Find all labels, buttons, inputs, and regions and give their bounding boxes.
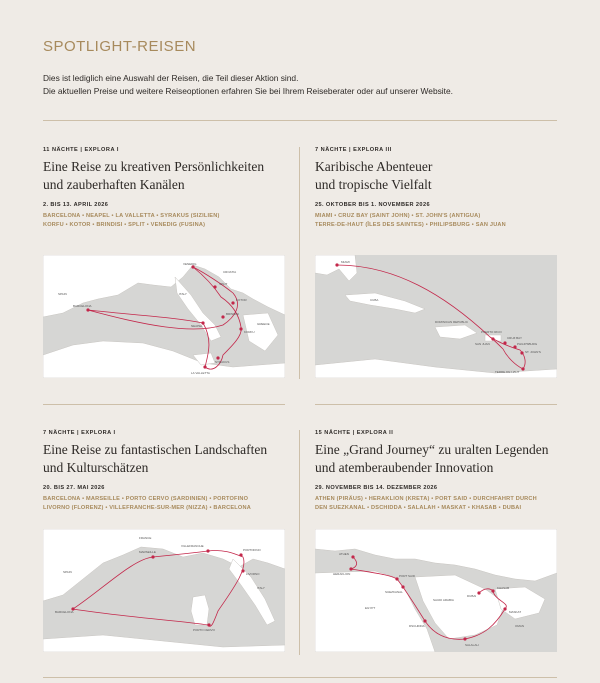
port-marker-heraklion[interactable]	[349, 567, 352, 570]
map-label: GREECE	[257, 322, 270, 326]
trip-ports-line-2: KORFU • KOTOR • BRINDISI • SPLIT • VENEDIG (FUSINA)	[43, 222, 206, 228]
port-marker-brindisi[interactable]	[221, 315, 224, 318]
land-south-america	[315, 359, 557, 378]
map-label: DUBAI	[467, 594, 477, 598]
page-title: SPOTLIGHT-REISEN	[43, 38, 197, 55]
port-marker-terre-de-haut[interactable]	[521, 367, 524, 370]
map-label: SPAIN	[63, 570, 72, 574]
land-corsica-sardinia	[191, 595, 209, 625]
map-label: ATHEN	[339, 552, 349, 556]
map-label: VILLEFRANCHE	[181, 544, 204, 548]
port-marker-suezkanal[interactable]	[401, 585, 404, 588]
trip-kicker: 7 NÄCHTE | EXPLORA III	[315, 147, 392, 153]
map-label: SPAIN	[58, 292, 67, 296]
map-label: LA VALLETTA	[191, 371, 210, 375]
trip-ports-line-2: TERRE-DE-HAUT (ÎLES DES SAINTES) • PHILIPSBURG • SAN JUAN	[315, 222, 506, 228]
port-marker-livorno[interactable]	[241, 569, 244, 572]
map-label: EGYPT	[365, 606, 376, 610]
trip-kicker: 7 NÄCHTE | EXPLORA I	[43, 430, 116, 436]
trip-ports-line-1: MIAMI • CRUZ BAY (SAINT JOHN) • ST. JOHN'S (ANTIGUA)	[315, 213, 481, 219]
port-marker-cruz-bay[interactable]	[503, 341, 506, 344]
intro-line-1: Dies ist lediglich eine Auswahl der Reisen, die Teil dieser Aktion sind.	[43, 73, 299, 83]
map-label: FRANCE	[139, 536, 152, 540]
route-line	[337, 265, 525, 369]
trip-card-4[interactable]	[315, 430, 560, 513]
port-marker-la-valletta[interactable]	[203, 365, 206, 368]
trip-ports	[43, 495, 288, 513]
trip-ports-line-1: BARCELONA • MARSEILLE • PORTO CERVO (SARDINIEN) • PORTOFINO	[43, 496, 249, 502]
trip-title-line-2: und zauberhaften Kanälen	[43, 177, 185, 192]
trip-map-3[interactable]	[43, 529, 285, 652]
port-marker-athen[interactable]	[351, 555, 354, 558]
map-label: TERRE-DE-HAUT	[495, 370, 520, 374]
map-label: PORT SAID	[399, 574, 416, 578]
port-marker-barcelona[interactable]	[86, 308, 89, 311]
trip-map-2[interactable]	[315, 255, 557, 378]
map-label: PORTOFINO	[243, 548, 261, 552]
trip-ports-line-1: ATHEN (PIRÄUS) • HERAKLION (KRETA) • PORT SAID • DURCHFAHRT DURCH	[315, 496, 537, 502]
land-cuba	[345, 293, 425, 313]
map-label: ITALY	[257, 586, 265, 590]
intro-line-2: Die aktuellen Preise und weitere Reiseoptionen erfahren Sie bei Ihrem Reiseberater oder auf unserer Website.	[43, 85, 453, 96]
trip-dates: 20. BIS 27. MAI 2026	[43, 485, 105, 491]
trip-title	[43, 441, 288, 477]
land-italy	[229, 559, 275, 625]
trip-title-line-1: Karibische Abenteuer	[315, 159, 433, 174]
map-label: MARSEILLE	[139, 550, 156, 554]
divider-vertical-1	[299, 147, 300, 379]
trip-ports	[315, 212, 560, 230]
port-marker-st-johns[interactable]	[520, 351, 523, 354]
land-africa	[43, 341, 285, 378]
land-oman	[495, 587, 545, 619]
trip-dates: 25. OKTOBER BIS 1. NOVEMBER 2026	[315, 202, 430, 208]
map-label: PHILIPSBURG	[517, 342, 538, 346]
trip-ports-line-2: DEN SUEZKANAL • DSCHIDDA • SALALAH • MASKAT • KHASAB • DUBAI	[315, 505, 522, 511]
port-marker-dschidda[interactable]	[423, 619, 426, 622]
trip-kicker: 15 NÄCHTE | EXPLORA II	[315, 430, 394, 436]
trip-title-line-2: und Kulturschätzen	[43, 460, 149, 475]
map-label: SAN JUAN	[475, 342, 490, 346]
trip-title-line-2: und tropische Vielfalt	[315, 177, 432, 192]
map-label: SAUDI ARABIA	[433, 598, 454, 602]
map-label: OMAN	[515, 624, 524, 628]
land-hispaniola	[435, 325, 477, 339]
trip-card-3[interactable]	[43, 430, 288, 513]
map-label: BARCELONA	[73, 304, 92, 308]
land-africa	[43, 635, 285, 652]
divider-vertical-2	[299, 430, 300, 655]
trip-dates: 2. BIS 13. APRIL 2026	[43, 202, 109, 208]
map-label: HERAKLION	[333, 572, 351, 576]
trip-card-1[interactable]	[43, 147, 288, 230]
land-florida	[315, 255, 357, 281]
trip-title-line-1: Eine Reise zu kreativen Persönlichkeiten	[43, 159, 265, 174]
trip-dates: 29. NOVEMBER BIS 14. DEZEMBER 2026	[315, 485, 438, 491]
map-label: PUERTO RICO	[481, 330, 502, 334]
divider-top	[43, 120, 557, 121]
map-label: VENEDIG	[183, 262, 197, 266]
map-label: SALALAH	[465, 643, 479, 647]
trip-ports-line-2: LIVORNO (FLORENZ) • VILLEFRANCHE-SUR-MER (NIZZA) • BARCELONA	[43, 505, 251, 511]
map-label: CROATIA	[223, 270, 237, 274]
port-marker-portofino[interactable]	[239, 553, 242, 556]
trip-map-4[interactable]	[315, 529, 557, 652]
port-marker-salalah[interactable]	[463, 637, 466, 640]
port-marker-khasab[interactable]	[491, 589, 494, 592]
trip-title-line-1: Eine „Grand Journey“ zu uralten Legenden	[315, 442, 549, 457]
map-label: KORFU	[244, 330, 255, 334]
map-label: SUEZKANAL	[385, 590, 403, 594]
port-marker-korfu[interactable]	[239, 327, 242, 330]
map-label: SYRAKUS	[215, 360, 230, 364]
port-marker-split[interactable]	[213, 285, 216, 288]
divider-middle-left	[43, 404, 285, 405]
trip-title-line-2: und atemberaubender Innovation	[315, 460, 494, 475]
trip-ports-line-1: BARCELONA • NEAPEL • LA VALLETTA • SYRAKUS (SIZILIEN)	[43, 213, 220, 219]
map-label: BRINDISI	[226, 312, 240, 316]
map-label: MASKAT	[509, 610, 522, 614]
trip-title	[315, 441, 560, 477]
divider-middle-right	[315, 404, 557, 405]
port-marker-porto-cervo[interactable]	[207, 623, 210, 626]
map-label: CUBA	[370, 298, 379, 302]
trip-kicker: 11 NÄCHTE | EXPLORA I	[43, 147, 119, 153]
trip-map-1[interactable]	[43, 255, 285, 378]
map-label: MIAMI	[341, 260, 350, 264]
map-label: PORTO CERVO	[193, 628, 216, 632]
port-marker-marseille[interactable]	[151, 555, 154, 558]
map-label: DSCHIDDA	[409, 624, 425, 628]
port-marker-maskat[interactable]	[503, 607, 506, 610]
map-label: LIVORNO	[246, 572, 260, 576]
map-label: DOMINICAN REPUBLIC	[435, 320, 469, 324]
port-marker-san-juan[interactable]	[491, 337, 494, 340]
map-label: KHASAB	[497, 586, 510, 590]
trip-ports	[315, 495, 560, 513]
map-label: ST. JOHN'S	[525, 350, 541, 354]
intro-text	[43, 72, 563, 97]
map-label: BARCELONA	[55, 610, 74, 614]
port-marker-dubai[interactable]	[477, 591, 480, 594]
trip-title-line-1: Eine Reise zu fantastischen Landschaften	[43, 442, 268, 457]
trip-card-2[interactable]	[315, 147, 560, 230]
map-label: NEAPEL	[191, 324, 203, 328]
port-marker-kotor[interactable]	[231, 301, 234, 304]
map-label: ITALY	[179, 292, 187, 296]
map-label: KOTOR	[236, 298, 247, 302]
map-label: SPLIT	[219, 282, 228, 286]
trip-ports	[43, 212, 288, 230]
divider-bottom	[43, 677, 557, 678]
trip-title	[315, 158, 560, 194]
port-marker-villefranche[interactable]	[206, 549, 209, 552]
land-arabia	[415, 575, 505, 639]
map-label: CRUZ BAY	[507, 336, 522, 340]
port-marker-miami[interactable]	[335, 263, 338, 266]
trip-title	[43, 158, 288, 194]
